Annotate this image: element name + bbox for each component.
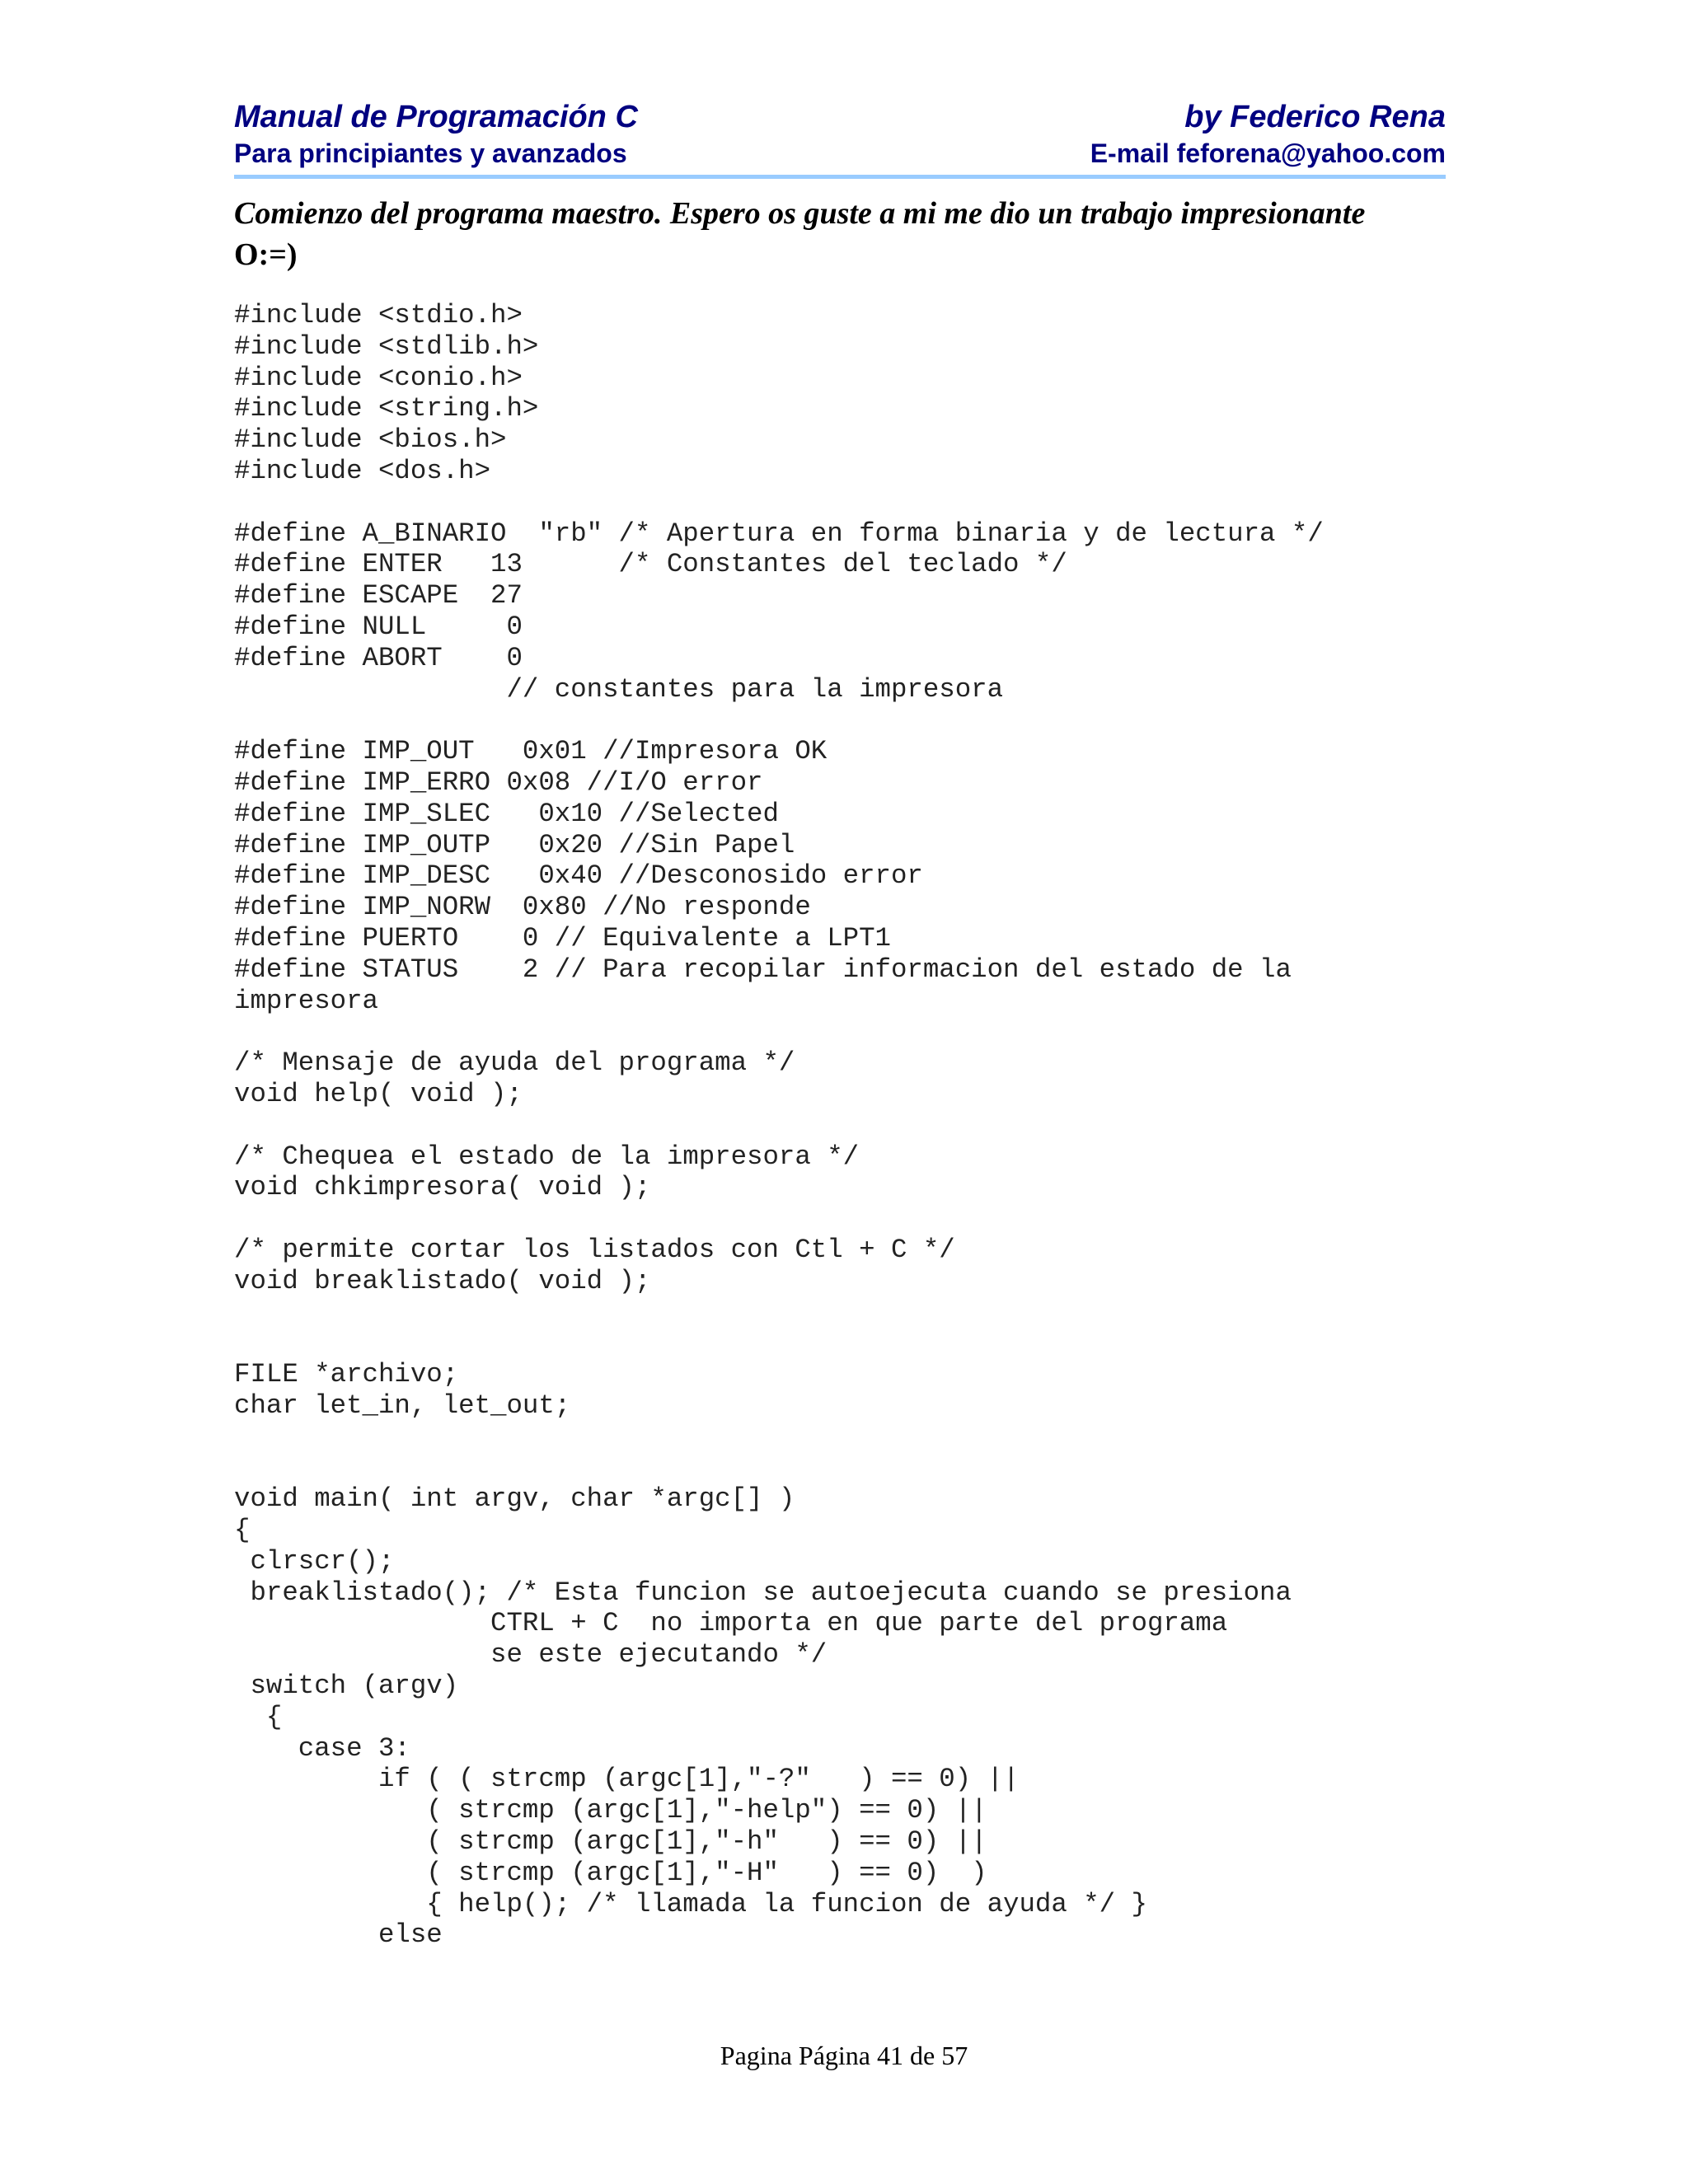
manual-subtitle: Para principiantes y avanzados [234, 138, 627, 168]
code-listing: #include <stdio.h> #include <stdlib.h> #include <conio.h> #include <string.h> #include <bios.h> #include <dos.h> #define A_BINARIO "rb" /* Apertura en forma binaria y de lectura */ #define ENTER 13 /* Constantes del teclado */ #define ESCAPE 27 #define NULL 0 #define ABORT 0 // constantes para la impresora #define IMP_OUT 0x01 //Impresora OK #define IMP_ERRO 0x08 //I/O error #define IMP_SLEC 0x10 //Selected #define IMP_OUTP 0x20 //Sin Papel #define IMP_DESC 0x40 //Desconosido error #define IMP_NORW 0x80 //No responde #define PUERTO 0 // Equivalente a LPT1 #define STATUS 2 // Para recopilar informacion del estado de la impresora /* Mensaje de ayuda del programa */ void help( void ); /* Chequea el estado de la impresora */ void chkimpresora( void ); /* permite cortar los listados con Ctl + C */ void breaklistado( void ); FILE *archivo; char let_in, let_out; void main( int argv, char *argc[] ) { clrscr(); breaklistado(); /* Esta funcion se autoejecuta cuando se presiona CTRL + C no importa en que parte del programa se este ejecutando */ switch (argv) { case 3: if ( ( strcmp (argc[1],"-?" ) == 0) || ( strcmp (argc[1],"-help") == 0) || ( strcmp (argc[1],"-h" ) == 0) || ( strcmp (argc[1],"-H" ) == 0) ) { help(); /* llamada la funcion de ayuda */ } else [234, 300, 1324, 1951]
header-title-row [234, 97, 1446, 137]
page-header [234, 97, 1446, 170]
section-heading [234, 193, 1470, 275]
manual-title: Manual de Programación C [234, 100, 638, 134]
section-heading-line1: Comienzo del programa maestro. Espero os guste a mi me dio un trabajo impresionante [234, 196, 1366, 231]
author-email: E-mail feforena@yahoo.com [1090, 138, 1446, 168]
header-subtitle-row [234, 137, 1446, 170]
header-divider [234, 175, 1446, 179]
author-name: by Federico Rena [1184, 100, 1446, 134]
section-heading-line2: O:=) [234, 237, 298, 272]
page-number-footer: Pagina Página 41 de 57 [720, 2041, 968, 2070]
